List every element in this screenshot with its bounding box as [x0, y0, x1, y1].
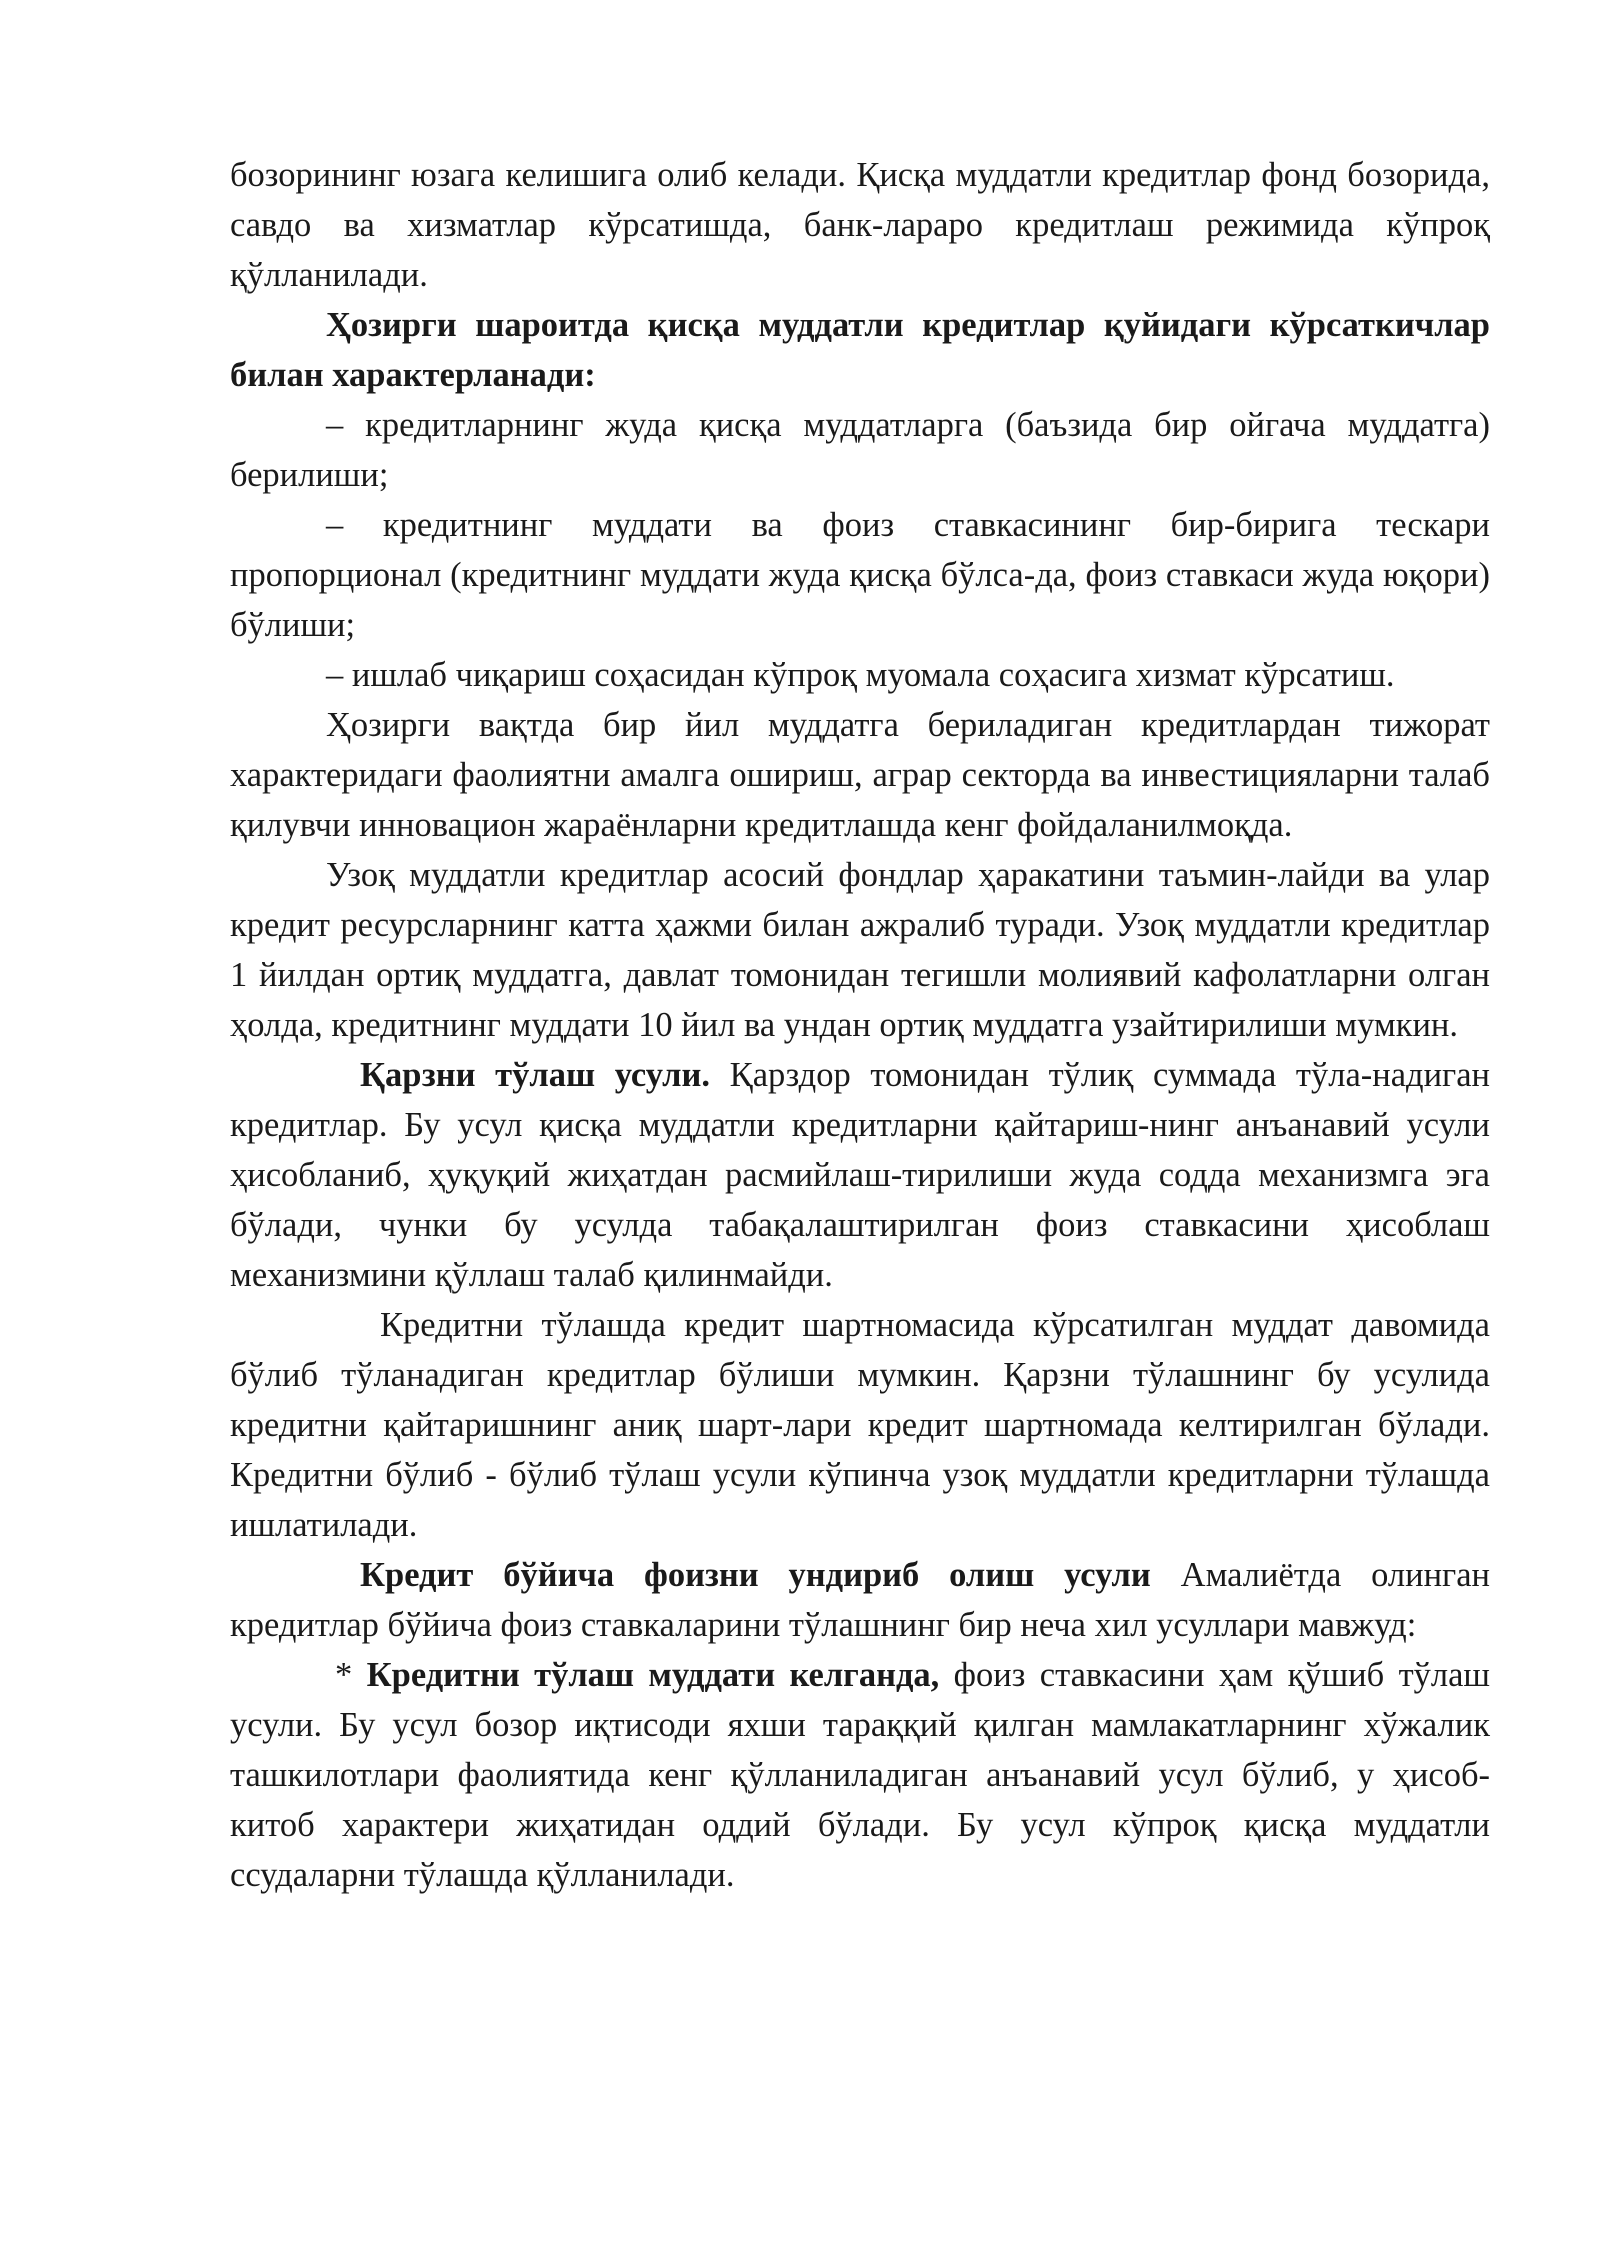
repayment-due-heading: Кредитни тўлаш муддати келганда, — [366, 1656, 940, 1694]
paragraph-11-text: фоиз ставкасини ҳам қўшиб тўлаш усули. Бу усул бозор иқтисоди яхши тараққий қилган мамлакатларнинг хўжалик ташкилотлари фаолиятида кенг қўлланиладиган анъанавий усул бўлиб, у ҳисоб-китоб характери жиҳатидан оддий бўлади. Бу усул кўпроқ қисқа муддатли ссудаларни тўлашда қўлланилади. — [230, 1656, 1490, 1894]
paragraph-6: Ҳозирги вақтда бир йил муддатга бериладиган кредитлардан тижорат характеридаги фаолиятни амалга ошириш, аграр секторда ва инвестицияларни талаб қилувчи инновацион жараёнларни кредитлашда кенг фойдаланилмоқда. — [230, 706, 1490, 844]
paragraph-10-text: Амалиётда олинган кредитлар бўйича фоиз ставкаларини тўлашнинг бир неча хил усуллари мавжуд: — [230, 1556, 1490, 1644]
paragraph-8 — [230, 1050, 1490, 1300]
list-item-2: – кредитнинг муддати ва фоиз ставкасининг бир-бирига тескари пропорционал (кредитнинг муддати жуда қисқа бўлса-да, фоиз ставкаси жуда юқори) бўлиши; — [230, 506, 1490, 644]
bold-heading-text: Ҳозирги шароитда қисқа муддатли кредитлар қуйидаги кўрсаткичлар билан характерланади: — [230, 306, 1490, 394]
paragraph-10 — [230, 1550, 1490, 1650]
list-item-3: – ишлаб чиқариш соҳасидан кўпроқ муомала соҳасига хизмат кўрсатиш. — [326, 656, 1395, 694]
list-item-1: – кредитларнинг жуда қисқа муддатларга (баъзида бир ойгача муддатга) берилиши; — [230, 406, 1490, 494]
paragraph-1: бозорининг юзага келишига олиб келади. Қисқа муддатли кредитлар фонд бозорида, савдо ва хизматлар кўрсатишда, банк-лараро кредитлаш режимида кўпроқ қўлланилади. — [230, 156, 1490, 294]
interest-collection-heading: Кредит бўйича фоизни ундириб олиш усули — [360, 1556, 1151, 1594]
paragraph-2-heading — [230, 300, 1490, 400]
paragraph-8-text: Қарздор томонидан тўлиқ суммада тўла-надиган кредитлар. Бу усул қисқа муддатли кредитларни қайтариш-нинг анъанавий усули ҳисобланиб, ҳуқуқий жиҳатдан расмийлаш-тирилиши жуда содда механизмга эга бўлади, чунки бу усулда табақалаштирилган фоиз ставкасини ҳисоблаш механизмини қўллаш талаб қилинмайди. — [230, 1056, 1490, 1294]
paragraph-7: Узоқ муддатли кредитлар асосий фондлар ҳаракатини таъмин-лайди ва улар кредит ресурсларнинг катта ҳажми билан ажралиб туради. Узоқ муддатли кредитлар 1 йилдан ортиқ муддатга, давлат томонидан тегишли молиявий кафолатларни олган ҳолда, кредитнинг муддати 10 йил ва ундан ортиқ муддатга узайтирилиши мумкин. — [230, 856, 1490, 1044]
loan-repayment-method-heading: Қарзни тўлаш усули. — [360, 1056, 711, 1094]
asterisk-bullet: * — [335, 1656, 367, 1694]
document-page — [230, 150, 1490, 1900]
paragraph-9: Кредитни тўлашда кредит шартномасида кўрсатилган муддат давомида бўлиб тўланадиган кредитлар бўлиши мумкин. Қарзни тўлашнинг бу усулида кредитни қайтаришнинг аниқ шарт-лари кредит шартномада келтирилган бўлади. Кредитни бўлиб - бўлиб тўлаш усули кўпинча узоқ муддатли кредитларни тўлашда ишлатилади. — [230, 1306, 1490, 1544]
paragraph-11 — [230, 1650, 1490, 1900]
